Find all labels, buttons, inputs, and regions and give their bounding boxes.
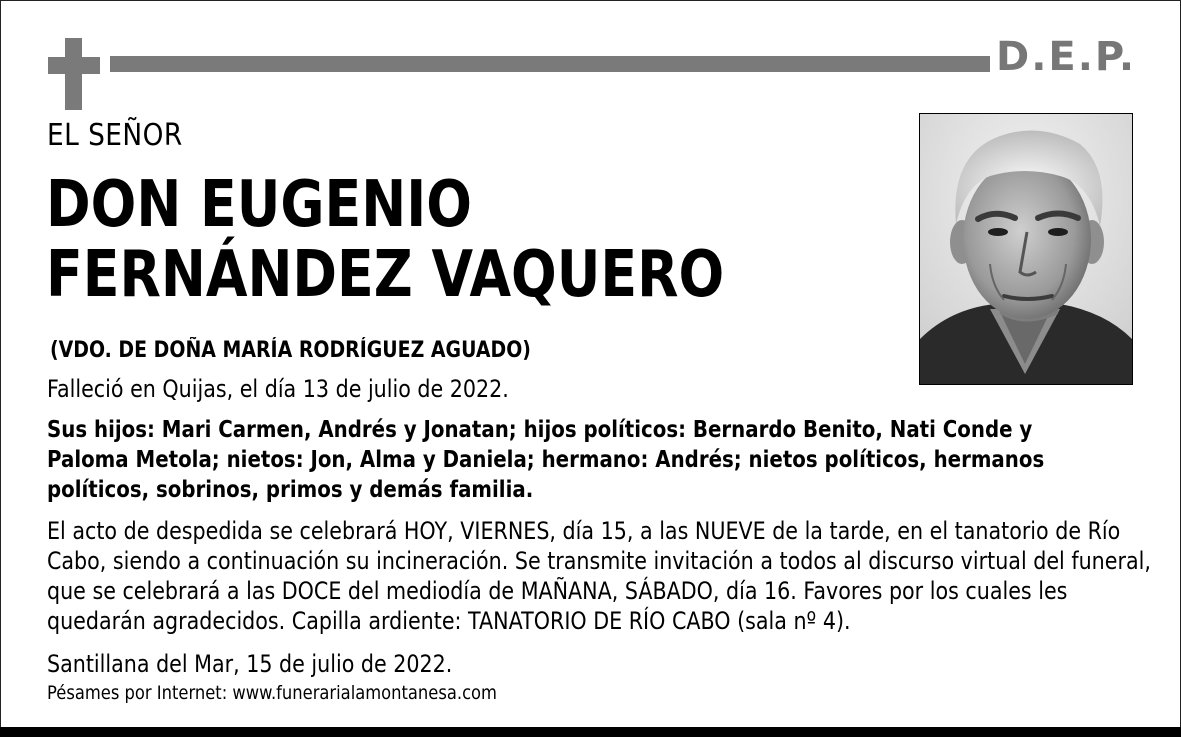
honorific: EL SEÑOR <box>47 118 183 153</box>
cross-icon <box>48 38 100 110</box>
place-date: Santillana del Mar, 15 de julio de 2022. <box>47 650 453 678</box>
header-rule <box>110 56 990 72</box>
family-list: Sus hijos: Mari Carmen, Andrés y Jonatan; hijos políticos: Bernardo Benito, Nati Conde y Paloma Metola; nietos: Jon, Alma y Daniela; hermano: Andrés; nietos políticos, hermanos políticos, sobrinos, primos y demás familia. <box>47 417 1045 503</box>
widower-note: (VDO. DE DOÑA MARÍA RODRÍGUEZ AGUADO) <box>50 338 531 363</box>
portrait-image <box>920 114 1132 384</box>
bottom-rule <box>0 727 1181 737</box>
deceased-name <box>46 170 724 310</box>
portrait-photo <box>919 113 1133 385</box>
name-line-1: DON EUGENIO <box>46 168 472 242</box>
dep-label: D.E.P. <box>996 34 1137 80</box>
death-note: Falleció en Quijas, el día 13 de julio de 2022. <box>47 375 509 403</box>
ceremony-details: El acto de despedida se celebrará HOY, VIERNES, día 15, a las NUEVE de la tarde, en el tanatorio de Río Cabo, siendo a continuación su incineración. Se transmite invitación a todos al discurso virtual del funeral, que se celebrará a las DOCE del mediodía de MAÑANA, SÁBADO, día 16. Favores por los cuales les quedarán agradecidos. Capilla ardiente: TANATORIO DE RÍO CABO (sala nº 4). <box>47 517 1151 635</box>
condolences-line: Pésames por Internet: www.funerarialamontanesa.com <box>47 682 497 704</box>
name-line-2: FERNÁNDEZ VAQUERO <box>46 238 725 312</box>
